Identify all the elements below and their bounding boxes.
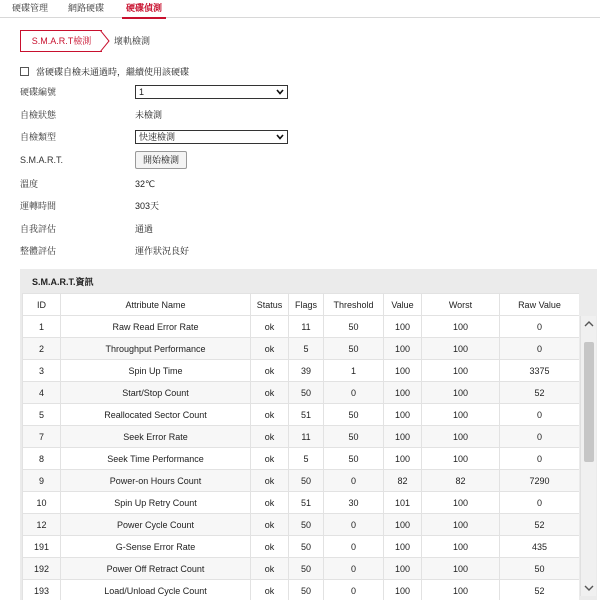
table-cell: 0 [324, 514, 384, 536]
table-cell: Power Off Retract Count [61, 558, 251, 580]
column-header[interactable]: Flags [289, 294, 324, 316]
table-cell: 52 [500, 580, 580, 600]
table-cell: Seek Time Performance [61, 448, 251, 470]
column-header[interactable]: Status [251, 294, 289, 316]
temperature-label: 溫度 [20, 179, 39, 189]
table-cell: 5 [289, 448, 324, 470]
overall-value: 運作狀況良好 [135, 246, 190, 256]
column-header[interactable]: Threshold [324, 294, 384, 316]
table-cell: 50 [324, 316, 384, 338]
table-cell: 3 [23, 360, 61, 382]
table-row[interactable] [23, 448, 580, 470]
temperature-value: 32℃ [135, 179, 156, 189]
disk-no-label: 硬碟編號 [20, 87, 57, 97]
table-row[interactable] [23, 580, 580, 600]
start-test-button[interactable]: 開始檢測 [135, 151, 187, 169]
smart-table-container[interactable] [22, 293, 579, 600]
continue-use-label: 當硬碟自檢未通過時，繼續使用該硬碟 [36, 66, 190, 77]
tab-disk-detection[interactable]: 硬碟偵測 [126, 0, 162, 18]
table-row[interactable] [23, 470, 580, 492]
table-cell: 5 [289, 338, 324, 360]
self-test-type-value: 快速檢測 [139, 132, 176, 142]
table-cell: 0 [500, 426, 580, 448]
table-cell: 11 [289, 316, 324, 338]
table-cell: 100 [384, 426, 422, 448]
table-cell: ok [251, 470, 289, 492]
table-scrollbar[interactable] [580, 316, 596, 596]
table-cell: Raw Read Error Rate [61, 316, 251, 338]
table-cell: 100 [384, 382, 422, 404]
table-cell: 7 [23, 426, 61, 448]
table-cell: 50 [500, 558, 580, 580]
table-cell: Power-on Hours Count [61, 470, 251, 492]
table-row[interactable] [23, 338, 580, 360]
power-on-value: 303天 [135, 201, 160, 211]
table-row[interactable] [23, 360, 580, 382]
tab-smart-test[interactable]: S.M.A.R.T檢測 [20, 30, 102, 52]
scroll-thumb[interactable] [584, 342, 594, 462]
table-cell: Load/Unload Cycle Count [61, 580, 251, 600]
self-test-status-label: 自檢狀態 [20, 110, 57, 120]
table-cell: Throughput Performance [61, 338, 251, 360]
table-cell: 100 [422, 492, 500, 514]
table-cell: 82 [422, 470, 500, 492]
table-cell: ok [251, 382, 289, 404]
chevron-down-icon [276, 88, 284, 96]
table-cell: 50 [324, 404, 384, 426]
table-cell: 100 [384, 404, 422, 426]
table-row[interactable] [23, 404, 580, 426]
table-cell: 100 [384, 338, 422, 360]
column-header[interactable]: Attribute Name [61, 294, 251, 316]
table-cell: 100 [422, 558, 500, 580]
table-cell: 0 [324, 382, 384, 404]
table-cell: 100 [422, 514, 500, 536]
table-cell: Power Cycle Count [61, 514, 251, 536]
table-cell: 100 [384, 536, 422, 558]
table-cell: 193 [23, 580, 61, 600]
table-cell: 50 [289, 382, 324, 404]
table-cell: Reallocated Sector Count [61, 404, 251, 426]
table-cell: 3375 [500, 360, 580, 382]
table-cell: 50 [324, 426, 384, 448]
top-tab-bar [0, 0, 600, 18]
table-cell: 100 [384, 580, 422, 600]
table-header-row [23, 294, 580, 316]
table-cell: ok [251, 404, 289, 426]
power-on-label: 運轉時間 [20, 201, 57, 211]
table-cell: 50 [289, 558, 324, 580]
table-cell: 435 [500, 536, 580, 558]
table-cell: 100 [422, 382, 500, 404]
table-cell: 100 [384, 448, 422, 470]
smart-table [22, 293, 579, 600]
table-cell: 192 [23, 558, 61, 580]
table-cell: 100 [384, 316, 422, 338]
smart-info-panel [20, 269, 597, 600]
table-cell: ok [251, 558, 289, 580]
table-cell: 0 [500, 316, 580, 338]
table-row[interactable] [23, 514, 580, 536]
table-cell: 100 [422, 316, 500, 338]
table-cell: 0 [324, 470, 384, 492]
disk-no-value: 1 [139, 87, 145, 97]
table-cell: 82 [384, 470, 422, 492]
table-cell: 50 [289, 536, 324, 558]
table-cell: 0 [324, 580, 384, 600]
table-row[interactable] [23, 492, 580, 514]
table-row[interactable] [23, 382, 580, 404]
table-cell: 0 [500, 448, 580, 470]
table-cell: 0 [500, 338, 580, 360]
table-cell: 101 [384, 492, 422, 514]
scroll-down-icon[interactable] [581, 580, 597, 596]
table-cell: 100 [384, 514, 422, 536]
table-cell: Spin Up Retry Count [61, 492, 251, 514]
table-cell: 50 [324, 338, 384, 360]
continue-use-option [20, 64, 189, 78]
table-cell: 51 [289, 492, 324, 514]
table-cell: 7290 [500, 470, 580, 492]
table-cell: 50 [324, 448, 384, 470]
disk-no-select[interactable] [135, 85, 288, 99]
table-cell: Start/Stop Count [61, 382, 251, 404]
table-cell: 2 [23, 338, 61, 360]
table-cell: ok [251, 426, 289, 448]
table-cell: 4 [23, 382, 61, 404]
table-cell: 30 [324, 492, 384, 514]
table-cell: 100 [422, 580, 500, 600]
chevron-down-icon [276, 133, 284, 141]
table-cell: 10 [23, 492, 61, 514]
table-cell: 0 [324, 536, 384, 558]
table-cell: 100 [422, 338, 500, 360]
overall-label: 整體評估 [20, 246, 57, 256]
table-cell: ok [251, 580, 289, 600]
table-cell: 0 [324, 558, 384, 580]
tab-bad-sector-test[interactable]: 壞軌檢測 [114, 36, 151, 46]
table-cell: 100 [422, 426, 500, 448]
table-cell: Spin Up Time [61, 360, 251, 382]
continue-use-checkbox[interactable] [20, 67, 29, 76]
table-cell: 100 [422, 360, 500, 382]
self-test-status-value: 未檢測 [135, 110, 163, 120]
table-cell: 50 [289, 514, 324, 536]
table-row[interactable] [23, 558, 580, 580]
column-header[interactable]: Raw Value [500, 294, 580, 316]
column-header[interactable]: ID [23, 294, 61, 316]
table-cell: 100 [384, 558, 422, 580]
table-cell: 50 [289, 470, 324, 492]
table-cell: ok [251, 536, 289, 558]
self-test-type-select[interactable] [135, 130, 288, 144]
table-cell: 12 [23, 514, 61, 536]
table-cell: 51 [289, 404, 324, 426]
table-cell: ok [251, 448, 289, 470]
table-cell: 191 [23, 536, 61, 558]
table-row[interactable] [23, 536, 580, 558]
table-cell: 100 [422, 536, 500, 558]
table-cell: 1 [23, 316, 61, 338]
column-header[interactable]: Worst [422, 294, 500, 316]
table-cell: ok [251, 492, 289, 514]
table-cell: 0 [500, 492, 580, 514]
self-eval-label: 自我評估 [20, 224, 57, 234]
table-cell: 0 [500, 404, 580, 426]
table-cell: 50 [289, 580, 324, 600]
tab-network-disk[interactable]: 網路硬碟 [68, 3, 105, 13]
table-cell: 39 [289, 360, 324, 382]
scroll-up-icon[interactable] [581, 316, 597, 332]
table-cell: 52 [500, 514, 580, 536]
table-cell: Seek Error Rate [61, 426, 251, 448]
table-cell: 100 [422, 448, 500, 470]
table-cell: 5 [23, 404, 61, 426]
table-cell: 1 [324, 360, 384, 382]
table-cell: 11 [289, 426, 324, 448]
table-row[interactable] [23, 316, 580, 338]
table-cell: ok [251, 360, 289, 382]
table-row[interactable] [23, 426, 580, 448]
smart-info-title: S.M.A.R.T.資訊 [32, 277, 94, 287]
self-test-type-label: 自檢類型 [20, 132, 57, 142]
table-cell: 100 [422, 404, 500, 426]
table-cell: ok [251, 514, 289, 536]
self-eval-value: 通過 [135, 224, 154, 234]
table-cell: G-Sense Error Rate [61, 536, 251, 558]
smart-label: S.M.A.R.T. [20, 155, 64, 165]
table-cell: 52 [500, 382, 580, 404]
table-cell: ok [251, 338, 289, 360]
table-cell: 8 [23, 448, 61, 470]
column-header[interactable]: Value [384, 294, 422, 316]
table-cell: ok [251, 316, 289, 338]
tab-disk-management[interactable]: 硬碟管理 [12, 3, 49, 13]
table-cell: 9 [23, 470, 61, 492]
table-cell: 100 [384, 360, 422, 382]
